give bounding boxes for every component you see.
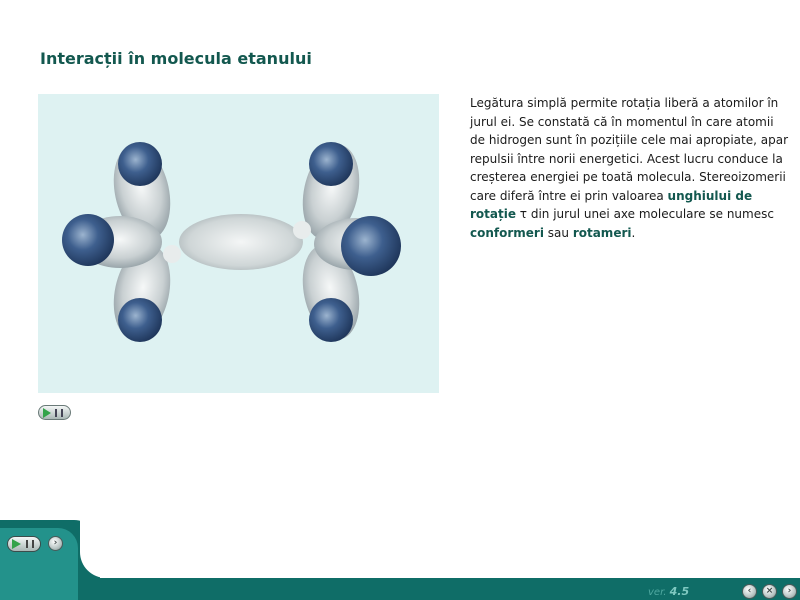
content-area-bottom <box>80 520 800 578</box>
play-icon <box>43 408 51 418</box>
chevron-right-icon: › <box>53 538 58 548</box>
description-segment: Legătura simplă permite rotația liberă a atomilor în jurul ei. Se constată că în momentul în care atomii de hidrogen sunt în pozițiile cele mai apropiate, apar repulsii între norii energetici. Acest lucru conduce la creșterea energiei pe toată molecula. Stereoizomerii care diferă între ei prin valoarea <box>470 96 788 203</box>
close-icon: × <box>765 586 774 596</box>
version-number: 4.5 <box>669 585 690 598</box>
hydrogen-atom <box>309 298 353 342</box>
description-segment: sau <box>543 225 573 240</box>
hydrogen-atom <box>62 214 114 266</box>
close-button[interactable] <box>762 584 777 599</box>
chevron-left-icon: ‹ <box>747 586 752 596</box>
description-segment: τ din jurul unei axe moleculare se numesc <box>515 207 774 221</box>
animation-play-pause-button[interactable] <box>38 405 71 420</box>
pause-icon <box>26 540 34 548</box>
term-conformers: conformeri <box>470 225 544 240</box>
hydrogen-atom <box>118 298 162 342</box>
ethane-orbital-illustration <box>38 94 439 393</box>
left-carbon-group <box>62 139 181 344</box>
term-rotation-angle: unghiului de rotație <box>470 188 753 221</box>
term-rotamers: rotameri <box>572 225 632 240</box>
version-label <box>648 585 689 598</box>
play-icon <box>12 539 21 549</box>
right-carbon-group <box>293 139 401 344</box>
hydrogen-atom <box>118 142 162 186</box>
back-button[interactable] <box>742 584 757 599</box>
description-segment: . <box>631 225 636 240</box>
page-title: Interacții în molecula etanului <box>40 49 312 68</box>
version-prefix: ver. <box>648 587 667 598</box>
description-text <box>470 94 788 242</box>
hydrogen-atom <box>309 142 353 186</box>
forward-button[interactable] <box>782 584 797 599</box>
hydrogen-atom <box>341 216 401 276</box>
cc-bond-orbital <box>179 214 303 270</box>
main-play-pause-button[interactable] <box>7 536 41 552</box>
pause-icon <box>55 409 63 417</box>
chevron-right-icon: › <box>787 586 792 596</box>
molecule-animation-view <box>38 94 439 393</box>
next-step-button[interactable] <box>48 536 63 551</box>
